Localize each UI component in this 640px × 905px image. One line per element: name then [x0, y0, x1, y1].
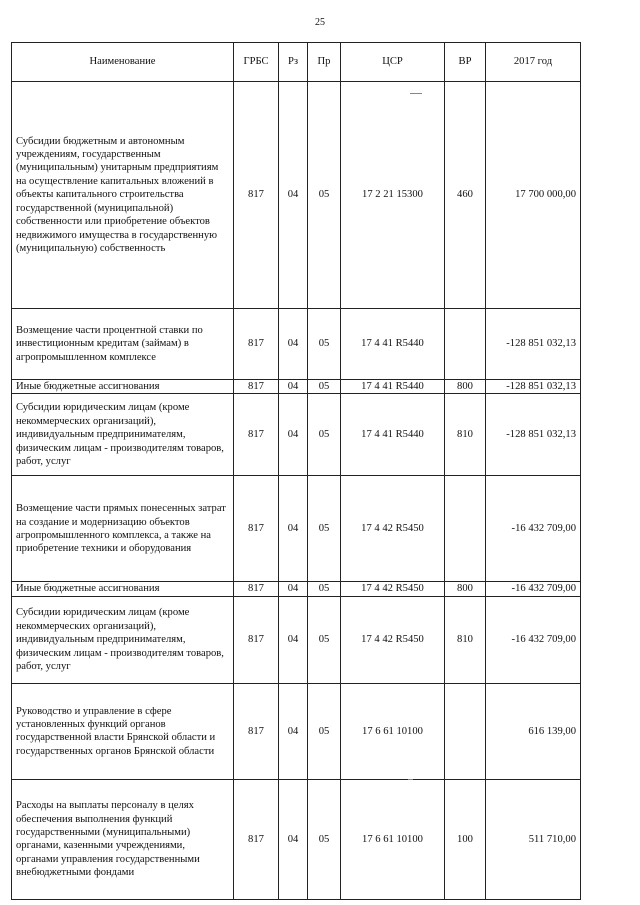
header-pr: Пр	[308, 43, 341, 82]
row-grbs: 817	[234, 394, 279, 476]
row-amount: 616 139,00	[486, 683, 581, 779]
header-year: 2017 год	[486, 43, 581, 82]
table-row	[12, 380, 581, 394]
row-vr: 800	[445, 582, 486, 596]
row-csr: 17 4 42 R5450	[341, 476, 445, 582]
header-rz: Рз	[279, 43, 308, 82]
row-csr: 17 2 21 15300	[341, 82, 445, 309]
table-row	[12, 82, 581, 309]
row-pr: 05	[308, 394, 341, 476]
row-pr: 05	[308, 380, 341, 394]
row-pr: 05	[308, 779, 341, 899]
row-name: Иные бюджетные ассигнования	[12, 380, 234, 394]
row-rz: 04	[279, 779, 308, 899]
row-csr: 17 4 42 R5450	[341, 596, 445, 683]
row-vr	[445, 309, 486, 380]
row-grbs: 817	[234, 82, 279, 309]
row-csr: 17 4 42 R5450	[341, 582, 445, 596]
header-csr: ЦСР	[341, 43, 445, 82]
row-vr: 800	[445, 380, 486, 394]
row-pr: 05	[308, 683, 341, 779]
page-number: 25	[315, 17, 325, 28]
row-name: Расходы на выплаты персоналу в целях обеспечения выполнения функций государственными (муниципальными) органами, казенными учреждениями, органами управления государственными внебюджетными фондами	[12, 779, 234, 899]
row-amount: -16 432 709,00	[486, 596, 581, 683]
table-row	[12, 596, 581, 683]
row-rz: 04	[279, 582, 308, 596]
row-amount: -128 851 032,13	[486, 380, 581, 394]
row-pr: 05	[308, 596, 341, 683]
row-name: Руководство и управление в сфере установленных функций органов государственной власти Брянской области и государственных органов Брянской области	[12, 683, 234, 779]
row-name: Субсидии юридическим лицам (кроме некоммерческих организаций), индивидуальным предпринимателям, физическим лицам - производителям товаров, работ, услуг	[12, 596, 234, 683]
row-csr: 17 4 41 R5440	[341, 380, 445, 394]
row-grbs: 817	[234, 683, 279, 779]
row-amount: -16 432 709,00	[486, 582, 581, 596]
row-name: Иные бюджетные ассигнования	[12, 582, 234, 596]
scan-artifact	[408, 779, 413, 780]
header-grbs: ГРБС	[234, 43, 279, 82]
row-name: Возмещение части процентной ставки по инвестиционным кредитам (займам) в агропромышленном комплексе	[12, 309, 234, 380]
row-name: Возмещение части прямых понесенных затрат на создание и модернизацию объектов агропромышленного комплекса, а также на приобретение техники и оборудования	[12, 476, 234, 582]
row-name: Субсидии юридическим лицам (кроме некоммерческих организаций), индивидуальным предпринимателям, физическим лицам - производителям товаров, работ, услуг	[12, 394, 234, 476]
row-name: Субсидии бюджетным и автономным учреждениям, государственным (муниципальным) унитарным предприятиям на осуществление капитальных вложений в объекты капитального строительства государственной (муниципальной) собственности или приобретение объектов недвижимого имущества в государственную (муниципальную) собственность	[12, 82, 234, 309]
row-pr: 05	[308, 476, 341, 582]
row-csr: 17 4 41 R5440	[341, 394, 445, 476]
row-pr: 05	[308, 582, 341, 596]
row-amount: -128 851 032,13	[486, 309, 581, 380]
row-rz: 04	[279, 394, 308, 476]
row-vr	[445, 683, 486, 779]
row-grbs: 817	[234, 309, 279, 380]
table-row	[12, 309, 581, 380]
row-pr: 05	[308, 309, 341, 380]
row-csr: 17 6 61 10100	[341, 779, 445, 899]
row-vr: 810	[445, 394, 486, 476]
row-rz: 04	[279, 683, 308, 779]
row-rz: 04	[279, 380, 308, 394]
row-vr: 100	[445, 779, 486, 899]
row-rz: 04	[279, 596, 308, 683]
budget-table	[11, 42, 581, 900]
header-vr: ВР	[445, 43, 486, 82]
row-amount: -16 432 709,00	[486, 476, 581, 582]
row-rz: 04	[279, 476, 308, 582]
table-row	[12, 779, 581, 899]
row-csr: 17 4 41 R5440	[341, 309, 445, 380]
row-grbs: 817	[234, 380, 279, 394]
row-vr: 460	[445, 82, 486, 309]
row-pr: 05	[308, 82, 341, 309]
row-grbs: 817	[234, 476, 279, 582]
table-row	[12, 683, 581, 779]
scan-artifact	[410, 93, 422, 94]
row-grbs: 817	[234, 779, 279, 899]
row-vr	[445, 476, 486, 582]
row-grbs: 817	[234, 582, 279, 596]
table-row	[12, 476, 581, 582]
row-amount: -128 851 032,13	[486, 394, 581, 476]
row-rz: 04	[279, 82, 308, 309]
row-rz: 04	[279, 309, 308, 380]
table-header-row	[12, 43, 581, 82]
row-grbs: 817	[234, 596, 279, 683]
row-amount: 511 710,00	[486, 779, 581, 899]
table-row	[12, 394, 581, 476]
row-csr: 17 6 61 10100	[341, 683, 445, 779]
header-name: Наименование	[12, 43, 234, 82]
row-amount: 17 700 000,00	[486, 82, 581, 309]
table-row	[12, 582, 581, 596]
row-vr: 810	[445, 596, 486, 683]
